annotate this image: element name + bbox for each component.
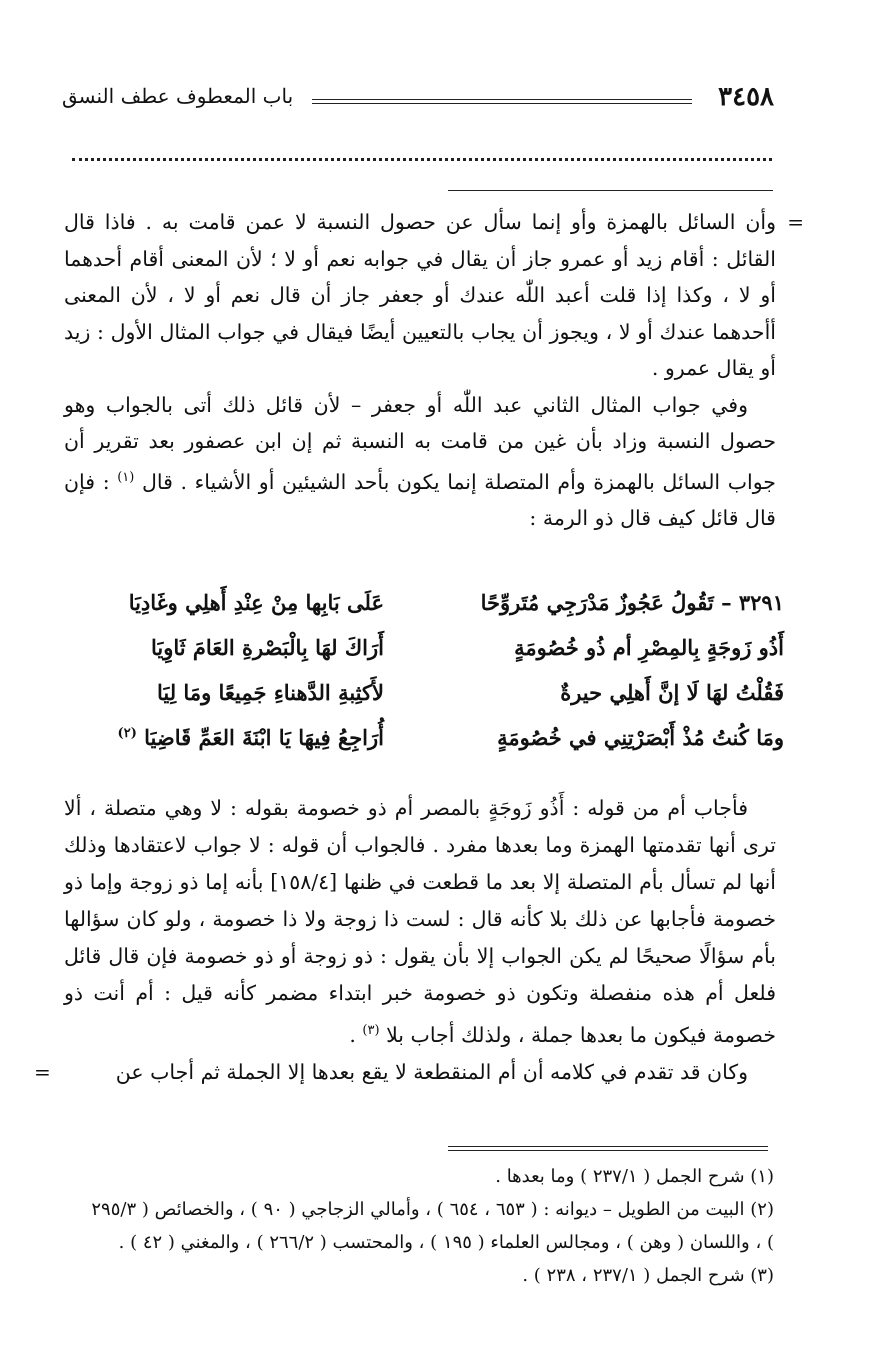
footnote-1: (١) شرح الجمل ( ٢٣٧/١ ) وما بعدها . bbox=[495, 1166, 774, 1187]
footnote-ref-2[interactable]: (٢) bbox=[117, 726, 137, 741]
footnote-ref-3[interactable]: (٣) bbox=[362, 1023, 380, 1038]
main-text-top bbox=[64, 204, 804, 536]
section-rule bbox=[448, 190, 773, 191]
paragraph-3: فأجاب أم من قوله : أَذُو زَوجَةٍ بالمصر أم ذو خصومة بقوله : لا وهي متصلة ، ألا ترى أنها تقدمتها الهمزة وما بعدها مفرد . فالجواب أن قوله : لا جواب لاعتقادها وذلك أنها لم تسأل بأم المتصلة إلا بعد ما قطعت في ظنها [١٥٨/٤] بأنه إما ذو زوجة وإما ذو خصومة فأجابها عن ذلك بلا كأنه قال : لست ذا زوجة ولا ذا خصومة ، ولو كان سؤالها بأم سؤالًا صحيحًا لم يكن الجواب إلا بأن يقول : ذو زوجة أو ذو خصومة فإن قال قائل فلعل أم هذه منفصلة وتكون ذو خصومة خبر ابتداء مضمر كأنه قيل : أم أنت ذو خصومة فيكون ما بعدها جملة ، ولذلك أجاب بلا $^{(٣)}$ . bbox=[64, 796, 776, 1047]
poem-second-hemistich: أَرَاكَ لهَا بِالْبَصْرةِ العَامَ ثَاوِيَا bbox=[150, 635, 384, 660]
verse-number: ٣٢٩١ – bbox=[721, 590, 784, 615]
dotted-separator bbox=[72, 158, 772, 161]
paragraph-2: وفي جواب المثال الثاني عبد اللّٰه أو جعفر – لأن قائل ذلك أتى بالجواب وهو حصول النسبة وزاد بأن غين من قامت به النسبة ثم إن ابن عصفور بعد تقرير أن جواب السائل بالهمزة وأم المتصلة إنما يكون بأحد الشيئين أو الأشياء . قال $^{(١)}$ : فإن قال قائل كيف قال ذو الرمة : bbox=[64, 392, 776, 530]
poem-line bbox=[84, 590, 784, 635]
poem-first-hemistich: فَقُلْتُ لهَا لَا إنَّ أَهلِي حيرةٌ bbox=[560, 680, 784, 705]
continuation-mark-end: = bbox=[34, 1059, 51, 1084]
paragraph-1: وأن السائل بالهمزة وأو إنما سأل عن حصول النسبة لا عمن قامت به . فاذا قال القائل : أقام زيد أو عمرو جاز أن يقال في جوابه نعم أو لا ؛ لأن المعنى أقام أحدهما أو لا ، وكذا إذا قلت أعبد اللّٰه عندك أو جعفر جاز أن قال نعم أو لا ، لأن المعنى أأحدهما عندك أو لا ، ويجوز أن يجاب بالتعيين أيضًا فيقال في جواب المثال الأول : زيد أو يقال عمرو . bbox=[64, 210, 776, 380]
footnote-rule bbox=[448, 1146, 768, 1151]
footnotes bbox=[90, 1160, 774, 1292]
poem-line bbox=[84, 680, 784, 725]
paragraph-4: وكان قد تقدم في كلامه أن أم المنقطعة لا يقع بعدها إلا الجملة ثم أجاب عن = bbox=[64, 1054, 776, 1091]
poem-second-hemistich: عَلَى بَابِها مِنْ عِنْدِ أَهلِي وغَادِيَا bbox=[128, 590, 384, 615]
poem-second-hemistich: أُرَاجِعُ فِيهَا يَا ابْنَةَ العَمِّ قَاضِيَا $^{(٢)}$ bbox=[117, 725, 384, 750]
poem-line bbox=[84, 635, 784, 680]
chapter-title: باب المعطوف عطف النسق bbox=[62, 84, 294, 108]
poem-first-hemistich: أَذُو زَوجَةٍ بِالمِصْرِ أم ذُو خُصُومَةٍ bbox=[514, 635, 784, 660]
page-header bbox=[62, 80, 774, 120]
continuation-mark: = bbox=[787, 210, 804, 234]
page-number: ٣٤٥٨ bbox=[718, 82, 774, 112]
poem-line bbox=[84, 725, 784, 770]
header-rule bbox=[312, 99, 692, 104]
footnote-3: (٣) شرح الجمل ( ٢٣٧/١ ، ٢٣٨ ) . bbox=[522, 1265, 774, 1286]
poem-second-hemistich: لأَكثِبةِ الدَّهناءِ جَمِيعًا ومَا لِيَا bbox=[156, 680, 384, 705]
footnote-ref-1[interactable]: (١) bbox=[117, 469, 135, 485]
poem-first-hemistich: ٣٢٩١ – تَقُولُ عَجُوزٌ مَدْرَجِي مُتَروِّحًا bbox=[480, 590, 784, 615]
main-text-bottom bbox=[34, 790, 776, 1091]
poem-block bbox=[84, 590, 784, 770]
footnote-2: (٢) البيت من الطويل – ديوانه : ( ٦٥٣ ، ٦٥٤ ) ، وأمالي الزجاجي ( ٩٠ ) ، والخصائص ( ٢٩٥/٣ ) ، واللسان ( وهن ) ، ومجالس العلماء ( ١٩٥ ) ، والمحتسب ( ٢٦٦/٢ ) ، والمغني ( ٤٢ ) . bbox=[91, 1199, 774, 1253]
poem-first-hemistich: ومَا كُنتُ مُذْ أَبْصَرْتِنِي في خُصُومَةٍ bbox=[497, 725, 784, 750]
